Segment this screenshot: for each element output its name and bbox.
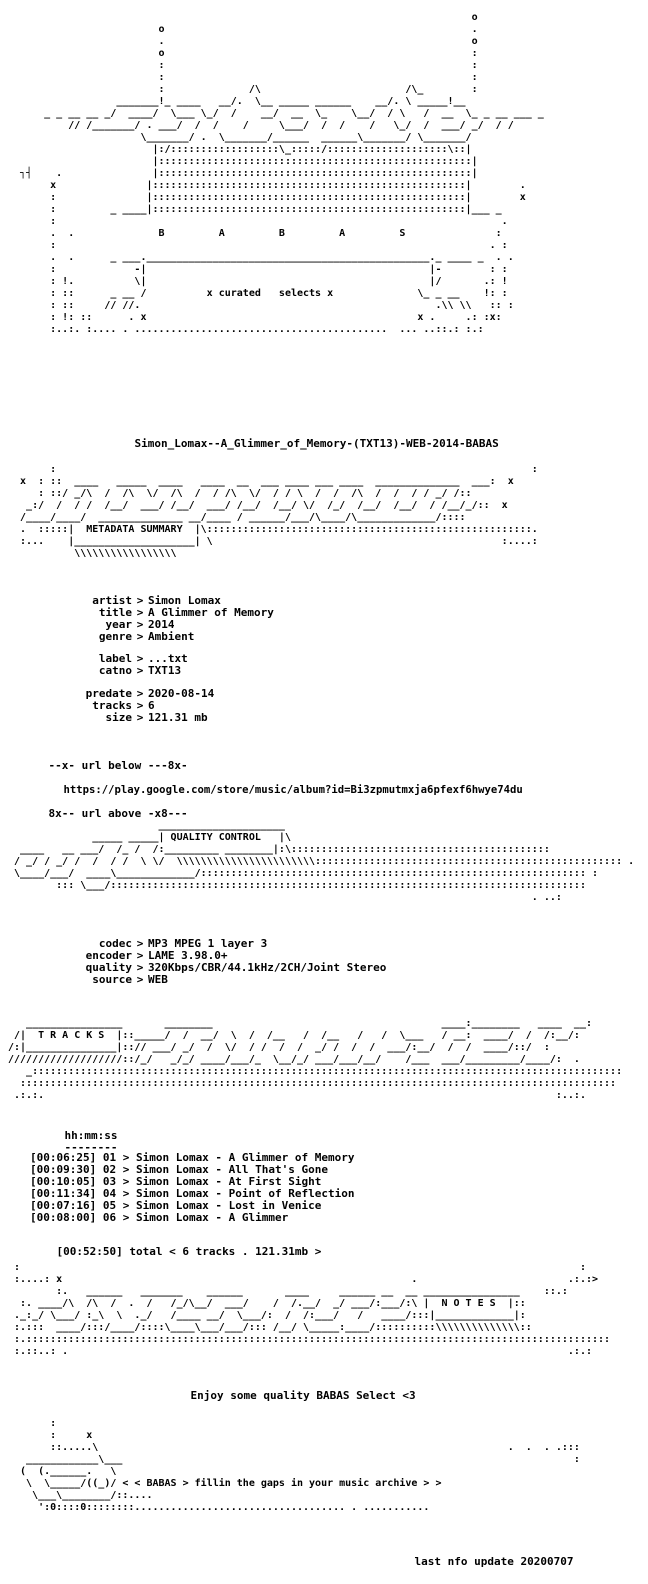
metadata-row: [8, 712, 208, 724]
metadata-key: predate: [85, 687, 132, 700]
quality-value: WEB: [148, 973, 168, 986]
metadata-separator: >: [136, 594, 144, 607]
metadata-key: size: [105, 711, 132, 724]
quality-key: codec: [98, 937, 132, 950]
quality-key: source: [92, 973, 132, 986]
metadata-summary-banner: : : x : :: ____ _____ ____ ____ __ ___ ____ ___ ____ ______________ ___: x : ::/ _/\ / /\ \/ /\ / / /\ \/ / / \ / / /\ / / / / _/ /:: _:/ / / / /__/ ___/ /__/ ___/ /__/ /__/ \/ /_/ /__/ /__/ / /__/_/:: x /____/____/ ______________ __/____ / ______/___/\____/\_____________/:::: . :::::| METADATA SUMMARY |\::::::::::::::::::::::::::::::::::::::::::::::::::::::. :... |____________________| \ :....: \\\\\\\\\\\\\\\\\: [20, 464, 538, 559]
metadata-value: 2020-08-14: [148, 687, 215, 700]
release-title: Simon_Lomax--A_Glimmer_of_Memory-(TXT13)-WEB-2014-BABAS: [134, 437, 499, 450]
metadata-key: label: [98, 652, 132, 665]
quality-row: [8, 974, 168, 986]
metadata-key: title: [98, 606, 132, 619]
metadata-separator: >: [136, 618, 144, 631]
notes-text: Enjoy some quality BABAS Select <3: [190, 1389, 416, 1402]
url-above-marker: --x- url below ---8x-: [48, 759, 188, 772]
metadata-value: Ambient: [148, 630, 195, 643]
metadata-separator: >: [136, 711, 144, 724]
last-update: last nfo update 20200707: [414, 1555, 574, 1568]
metadata-separator: >: [136, 630, 144, 643]
metadata-key: artist: [92, 594, 132, 607]
track-row: [00:08:00] 06 > Simon Lomax - A Glimmer: [30, 1211, 289, 1224]
tracklist-header-underline: --------: [64, 1141, 118, 1154]
quality-value: LAME 3.98.0+: [148, 949, 228, 962]
metadata-value: TXT13: [148, 664, 182, 677]
quality-value: 320Kbps/CBR/44.1kHz/2CH/Joint Stereo: [148, 961, 387, 974]
header-logo-art: o o . . o o : : : : : : /\ /\_ : _______!_ ____ __/. \__ _____ ______ __/. \ _____!__ _ _ __ __ _/ ____/ \___ \_/ / __/ __ \_ \__/ / \ / __ \_ _ __ ___ _ // /_______/ . ___/ / / / \___/ / / / \_/ / ___/ _/ / / \_______/ . \_______/______ ______\_______/ \_______/ |:/::::::::::::::::::\_:::::/::::::::::::::::::::\::| |::::::::::::::::::::::::::::::::::::::::::::::::::::| ┐┤ . |::::::::::::::::::::::::::::::::::::::::::::::::::::| x |::::::::::::::::::::::::::::::::::::::::::::::::::::| . : |::::::::::::::::::::::::::::::::::::::::::::::::::::| x : _ ____|::::::::::::::::::::::::::::::::::::::::::::::::::::|___ _ : . . . B A B A S : : . : . . _ ___._______________________________________________._ ____ _ . . : -| |- : : : !. \| |/ .: ! : :: _ __ / x curated selects x \_ _ __ !: : : :: // //. .\\ \\ :: : : !: :: . x x . .: :x: :..:. :.... . .......................................... ... ..::.: :.:: [20, 12, 544, 335]
quality-value: MP3 MPEG 1 layer 3: [148, 937, 268, 950]
metadata-separator: >: [136, 687, 144, 700]
metadata-key: tracks: [92, 699, 132, 712]
quality-key: quality: [85, 961, 132, 974]
quality-separator: >: [136, 973, 144, 986]
tracks-banner: ________________ ________ ____:________ ____ __: /| T R A C K S |::_____/ / __/ \ / /__ / /__ / / \___ / __: ____/ / /:__/: /:|_______________|::// ___/ _/ / \/ / / / / _/ / / / ___/:__/ / / ____/::/ : ///////////////////::/_/ _/_/ ____/___/_ \__/_/ ___/___/__/ /___ ___/_________/____/: . _:::::::::::::::::::::::::::::::::::::::::::::::::::::::::::::::::::::::::::::::::::::::::::::::::: ::::::::::::::::::::::::::::::::::::::::::::::::::::::::::::::::::::::::::::::::::::::::::::::::::: .:.:. :..:.: [8, 1018, 623, 1101]
metadata-key: catno: [98, 664, 132, 677]
notes-banner: : : :....: x . .:.:> :. ______ _______ ______ ____ ______ __ __ ________________ ::.: :. ____/\ /\ / . / /_/\__/ ___/ / /.__/ _/ ___/:___/:\ | N O T E S |:: ._:_/ \___/ :_\ \ ._/ /____ __/ \___/: / /:___/ / ____/:::|_____________|: :.::: ____/:::/____/::::\____\___/___/::: /__/ \_____:____/::::::::::\\\\\\\\\\\\\\:: :.::::::::::::::::::::::::::::::::::::::::::::::::::::::::::::::::::::::::::::::::::::::::::::::::: :.::..: . .:.:: [14, 1262, 611, 1357]
quality-row: [8, 962, 386, 974]
metadata-row: [8, 631, 194, 643]
metadata-row: [8, 665, 181, 677]
metadata-value: ...txt: [148, 652, 188, 665]
quality-control-banner: _____________________ _____ _____| QUALITY CONTROL |\ ____ __ ___/ /_ / /:_________ ________|:\::::::::::::::::::::::::::::::::::::::::::: / _/ / _/ / / / / \ \/ \\\\\\\\\\\\\\\\\\\\\\\::::::::::::::::::::::::::::::::::::::::::::::::::: . \____/___/ ____\_____________/:::::::::::::::::::::::::::::::::::::::::::::::::::::::::::::::: : ::: \___/::::::::::::::::::::::::::::::::::::::::::::::::::::::::::::::::::::::::::::::: . ..:: [14, 820, 635, 903]
quality-separator: >: [136, 937, 144, 950]
quality-separator: >: [136, 949, 144, 962]
metadata-separator: >: [136, 664, 144, 677]
quality-key: encoder: [85, 949, 132, 962]
metadata-value: Simon Lomax: [148, 594, 221, 607]
metadata-key: year: [105, 618, 132, 631]
metadata-value: 121.31 mb: [148, 711, 208, 724]
nfo-document: [8, 8, 640, 1576]
metadata-separator: >: [136, 652, 144, 665]
tracklist-header: hh:mm:ss: [64, 1129, 118, 1142]
metadata-separator: >: [136, 606, 144, 619]
tracklist-total: [00:52:50] total < 6 tracks . 121.31mb >: [56, 1245, 322, 1258]
track-row: [00:09:30] 02 > Simon Lomax - All That's Gone: [30, 1163, 329, 1176]
metadata-separator: >: [136, 699, 144, 712]
url-below-marker: 8x-- url above -x8---: [48, 807, 188, 820]
footer-ship-art: : : x ::.....\ . . . .::: ____________\___ : ( (.______. \ \ \_____/((_)/ < < BABAS > fillin the gaps in your music archive > > \___\________/::.... ':0::::0::::::::................................... . ...........: [20, 1418, 580, 1513]
track-row: [00:11:34] 04 > Simon Lomax - Point of Reflection: [30, 1187, 355, 1200]
metadata-key: genre: [98, 630, 132, 643]
track-row: [00:06:25] 01 > Simon Lomax - A Glimmer of Memory: [30, 1151, 355, 1164]
album-url: https://play.google.com/store/music/album?id=Bi3zpmutmxja6pfexf6hwye74du: [63, 784, 523, 796]
quality-separator: >: [136, 961, 144, 974]
metadata-value: 2014: [148, 618, 175, 631]
metadata-row: [8, 700, 155, 712]
track-row: [00:07:16] 05 > Simon Lomax - Lost in Venice: [30, 1199, 322, 1212]
metadata-value: 6: [148, 699, 155, 712]
track-row: [00:10:05] 03 > Simon Lomax - At First Sight: [30, 1175, 322, 1188]
metadata-value: A Glimmer of Memory: [148, 606, 274, 619]
